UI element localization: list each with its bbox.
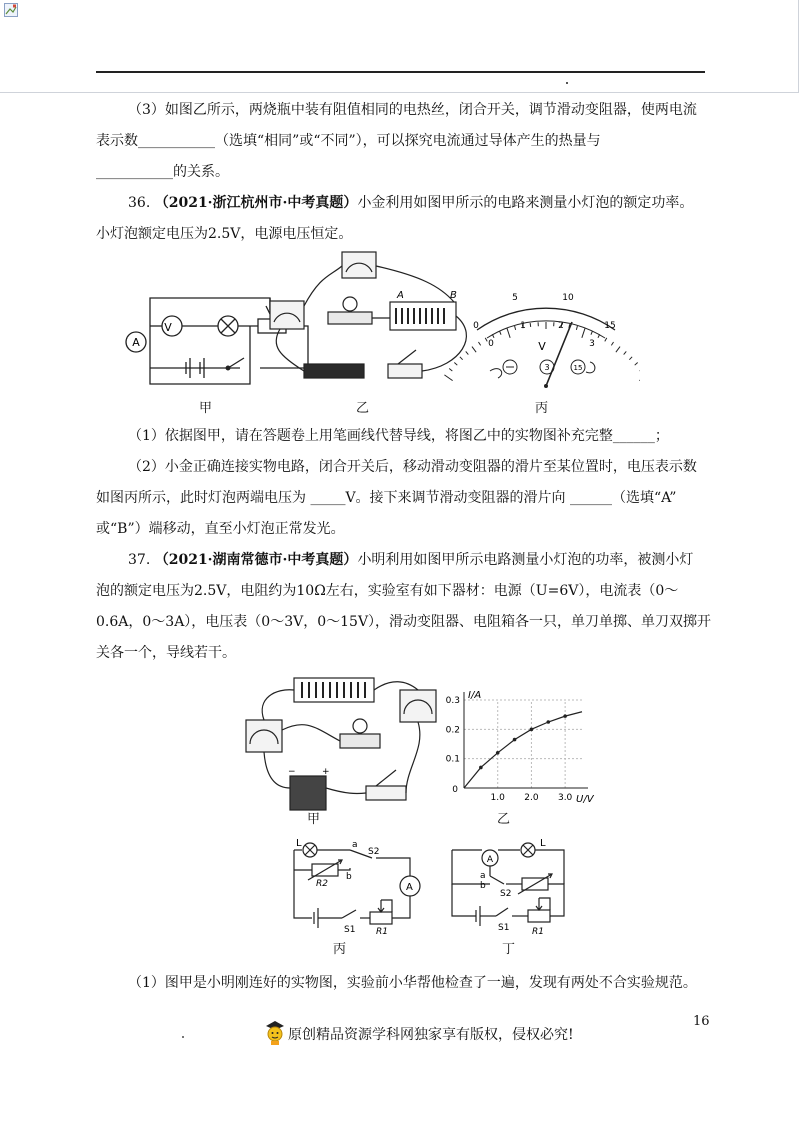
q37-lamp-bulb	[353, 719, 367, 733]
meter-needle	[546, 322, 572, 386]
q37-fig-label-yi: 乙	[497, 812, 511, 827]
q37-ding-r1-label: R1	[532, 927, 544, 936]
meter-top-10: 10	[562, 293, 574, 303]
meter-bottom-2: 2	[558, 321, 564, 331]
q36-figures	[120, 246, 640, 416]
section3-line1: （3）如图乙所示，两烧瓶中装有阻值相同的电热丝，闭合开关，调节滑动变阻器，使两电流	[128, 102, 697, 118]
voltmeter-device	[342, 252, 376, 278]
meter-tick	[591, 331, 592, 335]
lamp-holder	[328, 312, 372, 324]
q37-circuit-ding	[446, 836, 576, 936]
q36-part2-line2: 如图丙所示，此时灯泡两端电压为 _____V。接下来调节滑动变阻器的滑片向 ______（选填“A”	[96, 490, 677, 506]
q36-number: 36.	[128, 195, 151, 211]
switch-symbol	[228, 358, 244, 368]
meter-tick	[466, 351, 469, 354]
meter-tick	[454, 362, 457, 365]
meter-top-15: 15	[604, 321, 616, 331]
meter-tick	[449, 369, 452, 371]
q37-fig-label-jia: 甲	[307, 812, 321, 827]
meter-tick	[500, 331, 501, 335]
footer-dot	[182, 1036, 184, 1038]
q36-part2-line3: 或“B”）端移动，直至小灯泡正常发光。	[96, 521, 345, 537]
meter-tick	[472, 347, 476, 353]
meter-tick	[576, 326, 577, 330]
q37-number: 37.	[128, 552, 151, 568]
rheostat-end-a: A	[397, 290, 404, 301]
lamp-bulb	[343, 297, 357, 311]
chart-y-tick-label: 0.1	[446, 754, 460, 765]
chart-point	[546, 720, 550, 724]
q37-part1: （1）图甲是小明刚连好的实物图，实验前小华帮他检查了一遍，发现有两处不合实验规范。	[128, 975, 697, 991]
q37-lamp-holder	[340, 734, 380, 748]
q37-bing-r2-label: R2	[316, 879, 328, 889]
q37-ding-s1-label: S1	[498, 923, 510, 933]
footer-copyright: 原创精品资源学科网独家享有版权，侵权必究!	[288, 1027, 574, 1043]
chart-y-tick-label: 0.2	[446, 725, 460, 736]
meter-tick	[635, 362, 638, 365]
q37-bing-ammeter-label: A	[406, 882, 413, 893]
q37-bing-l-label: L	[296, 838, 302, 849]
page-number: 16	[693, 1014, 710, 1029]
q37-line3: 0.6A，0～3A），电压表（0～3V，0～15V），滑动变阻器、电阻箱各一只，单刀单掷、单刀双掷开	[96, 614, 712, 630]
q37-heading	[128, 551, 693, 569]
q37-bing-battery	[314, 908, 318, 928]
chart-x-tick-label: 2.0	[524, 793, 539, 803]
q37-ding-a-label: a	[480, 871, 486, 881]
meter-tick	[444, 375, 452, 381]
q37-fig-label-ding: 丁	[502, 942, 516, 957]
q37-ding-s2-label: S2	[500, 889, 512, 899]
meter-bottom-0: 0	[488, 339, 494, 349]
q36-part2-line1: （2）小金正确连接实物电路，闭合开关后，移动滑动变阻器的滑片至某位置时，电压表示数	[128, 459, 697, 475]
meter-tick	[515, 326, 516, 330]
q37-bing-r1-label: R1	[376, 927, 388, 936]
q37-bing-a-label: a	[352, 840, 358, 850]
chart-point	[496, 751, 500, 755]
meter-bottom-1: 1	[520, 321, 526, 331]
meter-tick	[605, 338, 607, 341]
q37-battery-plus: +	[322, 767, 330, 777]
q36-part1: （1）依据图甲，请在答题卷上用笔画线代替导线，将图乙中的实物图补充完整______；	[128, 428, 669, 444]
q37-bing-s1-label: S1	[344, 925, 356, 935]
q37-bing-r1	[370, 912, 392, 924]
q37-ding-battery	[476, 906, 480, 926]
meter-tick	[629, 357, 632, 360]
q36-line1: 小金利用如图甲所示的电路来测量小灯泡的额定功率。	[357, 195, 694, 211]
chart-x-tick-label: 3.0	[557, 793, 573, 803]
header-rule	[96, 71, 705, 73]
q36-heading	[128, 194, 693, 212]
q37-ding-l-label: L	[540, 838, 546, 849]
chart-point	[530, 728, 534, 732]
q37-ding-b-label: b	[480, 881, 486, 891]
q37-line4: 关各一个，导线若干。	[96, 645, 236, 661]
battery-device	[304, 364, 364, 378]
meter-terminal-3-label: 3	[544, 363, 550, 372]
q37-ammeter-device	[246, 720, 282, 752]
q37-ding-ammeter-label: A	[486, 855, 494, 865]
v-symbol-label: V	[164, 321, 172, 334]
meter-top-5: 5	[512, 293, 518, 303]
q37-line1: 小明利用如图甲所示电路测量小灯泡的功率，被测小灯	[357, 552, 694, 568]
chart-y-label: I/A	[468, 690, 482, 701]
q37-ding-s2-blade	[490, 876, 504, 884]
q36-fig-label-yi: 乙	[356, 401, 370, 416]
q37-source: （2021·湖南常德市·中考真题）	[154, 552, 358, 568]
q37-fig-label-bing: 丙	[333, 942, 347, 957]
meter-tick	[616, 347, 620, 353]
meter-tick	[460, 357, 463, 360]
q37-voltmeter-device	[400, 690, 436, 722]
q36-fig-label-jia: 甲	[199, 401, 213, 416]
q37-chart-yi	[446, 688, 596, 808]
chart-series-line	[464, 712, 582, 788]
chart-y-tick-label: 0.3	[446, 696, 460, 706]
meter-tick	[639, 375, 640, 381]
q36-source: （2021·浙江杭州市·中考真题）	[154, 195, 358, 211]
section3-line2: 表示数___________（选填“相同”或“不同”），可以探究电流通过导体产生的热量与	[96, 133, 601, 149]
q37-rheostat-device	[294, 678, 374, 702]
meter-tick	[582, 328, 585, 337]
rheostat-device	[390, 302, 456, 330]
q37-battery-minus: −	[288, 767, 296, 777]
header-dot	[566, 82, 568, 84]
meter-top-0: 0	[473, 321, 479, 331]
meter-tick	[624, 351, 627, 354]
q37-apparatus-jia	[236, 668, 446, 818]
meter-terminal-15-label: 15	[573, 364, 583, 372]
q37-bing-b-label: b	[346, 872, 352, 882]
q36-apparatus-yi	[270, 252, 466, 378]
section3-line3: ___________的关系。	[96, 164, 229, 180]
meter-tick	[507, 328, 510, 337]
chart-origin-label: 0	[452, 785, 458, 795]
header-frame	[0, 0, 799, 93]
rheostat-end-b: B	[450, 290, 457, 301]
switch-device	[388, 364, 422, 378]
meter-bottom-3: 3	[589, 339, 595, 349]
chart-point	[479, 766, 483, 770]
q37-bing-s2-label: S2	[368, 847, 380, 857]
meter-tick	[485, 338, 487, 341]
q37-battery-device	[290, 776, 326, 810]
ammeter-device	[270, 301, 304, 329]
meter-tick	[478, 342, 480, 345]
q37-circuit-bing	[284, 836, 434, 936]
q36-line2: 小灯泡额定电压为2.5V，电源电压恒定。	[96, 226, 353, 242]
q37-line2: 泡的额定电压为2.5V，电阻约为10Ω左右，实验室有如下器材：电源（U=6V），电流表（0～	[96, 583, 679, 599]
meter-tick	[530, 323, 531, 327]
meter-unit: V	[538, 340, 546, 353]
broken-image-icon	[4, 3, 18, 17]
q37-bing-s1	[342, 910, 356, 918]
meter-tick	[611, 342, 613, 345]
q37-ding-s1	[496, 908, 508, 916]
q37-ding-r1	[528, 910, 550, 922]
chart-point	[513, 738, 517, 742]
chart-point	[563, 714, 567, 718]
mascot-logo-icon	[262, 1018, 288, 1046]
q36-fig-label-bing: 丙	[535, 401, 549, 416]
chart-x-tick-label: 1.0	[490, 793, 505, 803]
a-symbol-label: A	[132, 336, 140, 349]
q37-switch-device	[366, 786, 406, 800]
chart-x-label: U/V	[576, 794, 594, 805]
